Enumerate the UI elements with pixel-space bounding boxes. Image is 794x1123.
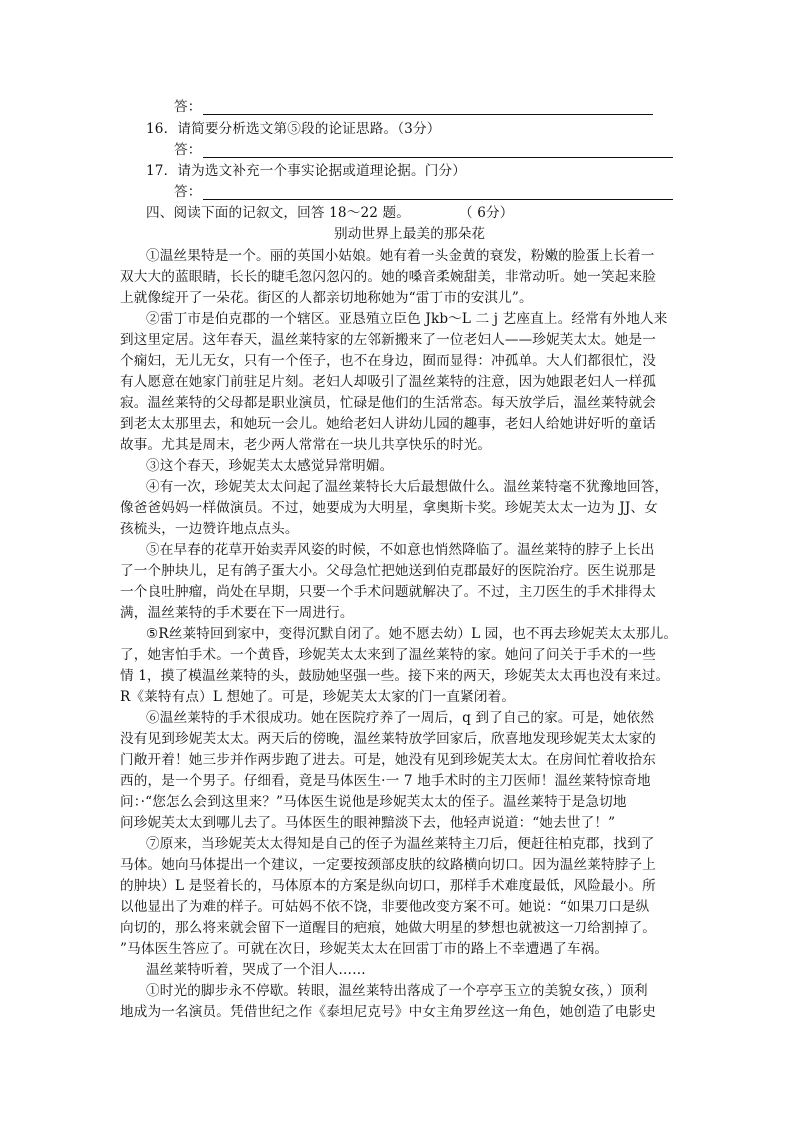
passage-line: 门敞开着！她三步并作两步跑了进去。可是，她没有见到珍妮芙太太。在房间忙着收拾东 — [120, 752, 657, 768]
passage-title: 别动世界上最美的那朵花 — [334, 226, 486, 242]
passage-line: 寂。温丝莱特的父母都是职业演员，忙碌是他们的生活常态。每天放学后，温丝莱特就会 — [120, 395, 657, 411]
passage-line: 情 1，摸了模温丝莱特的头，鼓励她坚强一些。接下来的两天，珍妮芙太太再也没有来过。 — [120, 668, 670, 684]
passage-line: 个痫妇，无儿无女，只有一个侄子，也不在身边，囿而显得：冲孤单。大人们都很忙，没 — [120, 353, 657, 369]
passage-line: ②雷丁市是伯克郡的一个辖区。亚恳殖立臣色 Jkb～L 二 j 艺座直上。经常有外地人来 — [146, 311, 668, 327]
passage-line: 的肿块）L 是竖着长的，马体原本的方案是纵向切口，那样手术难度最低，风险最小。所 — [120, 878, 656, 894]
passage-line: ①时光的脚步永不停歇。转眼，温丝莱特出落成了一个亭亭玉立的美貌女孩，）顶利 — [146, 983, 648, 999]
passage-line: 到这里定居。这年春天，温丝莱特家的左邻新搬来了一位老妇人——珍妮芙太太。她是一 — [120, 332, 657, 348]
passage-line: 上就像绽开了一朵花。街区的人都亲切地称她为“雷丁市的安淇儿”。 — [120, 290, 533, 306]
q16-prompt: 16．请简要分析选文第⑤段的论证思路。（3分） — [146, 121, 441, 137]
passage-line: 满，温丝莱特的手术要在下一周进行。 — [120, 605, 354, 621]
passage-line: 马体。她向马体提出一个建议，一定要按颈部皮肤的纹路横向切口。因为温丝莱特脖子上 — [120, 857, 657, 873]
passage-line: 一个良吐肿瘤，尚处在早期，只要一个手术问题就解决了。不过，主刀医生的手术排得太 — [120, 584, 657, 600]
passage-line: ④有一次，珍妮芙太太问起了温丝莱特长大后最想做什么。温丝莱特毫不犹豫地回答， — [146, 479, 669, 495]
q15-answer-label: 答： — [174, 99, 202, 115]
q15-answer-line — [203, 114, 653, 115]
passage-line: 没有见到珍妮芙太太。两天后的傍晚，温丝莱特放学回家后，欣喜地发现珍妮芙太太家的 — [120, 731, 657, 747]
passage-line: 了一个肿块儿，足有鸽子蛋大小。父母急忙把她送到伯克郡最好的医院治疗。医生说那是 — [120, 563, 657, 579]
passage-line: 孩梳头，一边赞许地点点头。 — [120, 521, 299, 537]
passage-line: R《莱特有点）L 想她了。可是，珍妮芙太太家的门一直紧闭着。 — [120, 689, 516, 705]
passage-line: 地成为一名演员。凭借世纪之作《泰坦尼克号》中女主角罗丝这一角色，她创造了电影史 — [120, 1004, 657, 1020]
q17-answer-label: 答： — [174, 184, 202, 200]
passage-line: 问：·“您怎么会到这里来？”马体医生说他是珍妮芙太太的侄子。温丝莱特于是急切地 — [120, 794, 627, 810]
passage-line: ”马体医生答应了。可就在次日，珍妮芙太太在回雷丁市的路上不幸遭遇了车祸。 — [120, 941, 609, 957]
passage-line: 像爸爸妈妈一样做演员。不过，她要成为大明星，拿奥斯卡奖。珍妮芙太太一边为 JJ、女 — [120, 500, 658, 516]
passage-line: 向切的，那么将来就会留下一道醒目的疤痕，她做大明星的梦想也就被这一刀给割掉了。 — [120, 920, 657, 936]
passage-line: 以他显出了为难的样子。可姑妈不依不饶，非要他改变方案不可。她说：“如果刀口是纵 — [120, 899, 650, 915]
passage-line: 西的，是一个男子。仔细看，竟是马体医生·一 7 地手术时的主刀医师！温丝莱特惊奇地 — [120, 773, 651, 789]
section4-points: （ 6分） — [459, 205, 514, 221]
passage-line: ⑤在早春的花草开始卖弄风姿的时候，不如意也悄然降临了。温丝莱特的脖子上长出 — [146, 542, 655, 558]
passage-line: 双大大的蓝眼睛，长长的睫毛忽闪忽闪的。她的嗓音柔婉甜美，非常动听。她一笑起来脸 — [120, 269, 657, 285]
passage-line: 问珍妮芙太太到哪儿去了。马体医生的眼神黯淡下去，他轻声说道：“她去世了！” — [120, 815, 616, 831]
section4-heading: 四、阅读下面的记叙文，回答 18～22 题。 — [146, 205, 411, 221]
q16-answer-line — [203, 157, 673, 158]
passage-line: 温丝莱特听着，哭成了一个泪人…… — [146, 962, 366, 978]
passage-line: 故事。尤其是周末，老少两人常常在一块儿共享快乐的时光。 — [120, 437, 492, 453]
q16-answer-label: 答： — [174, 142, 202, 158]
passage-line: ⑦原来，当珍妮芙太太得知是自己的侄子为温丝莱特主刀后，便赶往柏克郡，找到了 — [146, 836, 655, 852]
passage-line: ③这个春天，珍妮芙太太感觉异常明媚。 — [146, 458, 394, 474]
q17-prompt: 17．请为选文补充一个事实论据或道理论据。门分） — [146, 163, 466, 179]
passage-line: ①温丝果特是一个。丽的英国小姑娘。她有着一头金黄的衰发，粉嫩的脸蛋上长着一 — [146, 248, 655, 264]
q17-answer-line — [203, 199, 673, 200]
passage-line: 了，她害怕手术。一个黄昏，珍妮芙太太来到了温丝莱特的家。她问了问关于手术的一些 — [120, 647, 657, 663]
passage-line: ⑥温丝莱特的手术很成功。她在医院疗养了一周后，q 到了自己的家。可是，她依然 — [146, 710, 655, 726]
passage-line: ⑤R丝莱特回到家中，变得沉默自闭了。她不愿去幼）L 园，也不再去珍妮芙太太那儿。 — [146, 626, 678, 642]
passage-line: 有人愿意在她家门前驻足片刻。老妇人却吸引了温丝莱特的注意，因为她跟老妇人一样孤 — [120, 374, 657, 390]
passage-line: 到老太太那里去，和她玩一会儿。她给老妇人讲幼儿园的趣事，老妇人给她讲好听的童话 — [120, 416, 657, 432]
